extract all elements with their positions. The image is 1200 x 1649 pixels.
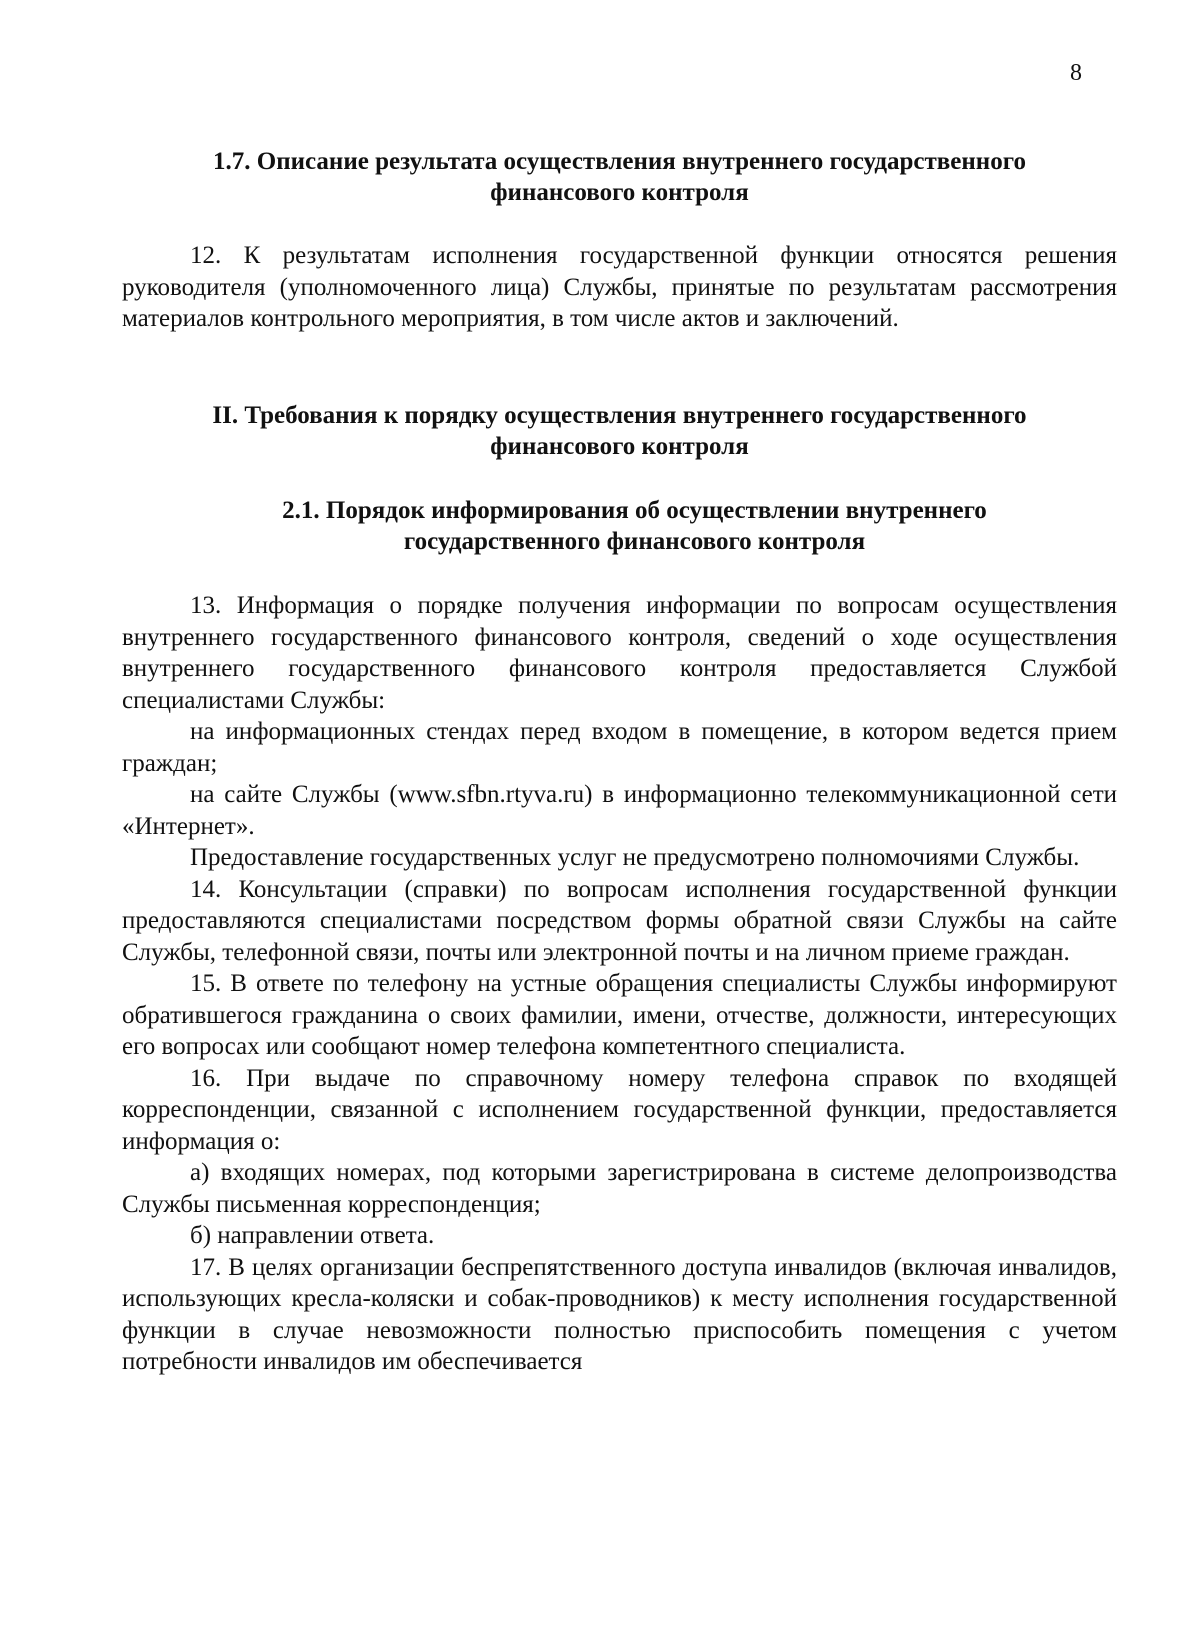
section-heading-II-line2: финансового контроля: [490, 433, 749, 460]
section-heading-1-7-line2: финансового контроля: [490, 179, 749, 206]
paragraph-15: 15. В ответе по телефону на устные обращения специалисты Службы информируют обратившегося гражданина о своих фамилии, имени, отчестве, должности, интересующих его вопросах или сообщают номер телефона компетентного специалиста.: [122, 970, 1117, 1060]
paragraph-website: на сайте Службы (www.sfbn.rtyva.ru) в информационно телекоммуникационной сети «Интернет».: [122, 781, 1117, 840]
section-heading-II-line1: II. Требования к порядку осуществления внутреннего государственного: [212, 402, 1027, 429]
paragraph-14: 14. Консультации (справки) по вопросам исполнения государственной функции предоставляются специалистами посредством формы обратной связи Службы на сайте Службы, телефонной связи, почты или электронной почты и на личном приеме граждан.: [122, 875, 1117, 966]
section-heading-2-1-line2: государственного финансового контроля: [403, 528, 866, 555]
section-heading-1-7: [122, 146, 1117, 208]
page-number: 8: [1070, 60, 1082, 86]
paragraph-13: 13. Информация о порядке получения информации по вопросам осуществления внутреннего государственного финансового контроля, сведений о ходе осуществления внутреннего государственного финансового контроля предоставляется Службой специалистами Службы:: [122, 592, 1117, 714]
section-heading-2-1-line1: 2.1. Порядок информирования об осуществлении внутреннего: [282, 497, 987, 524]
section-heading-2-1: [122, 495, 1117, 557]
paragraph-16-a: а) входящих номерах, под которыми зарегистрирована в системе делопроизводства Службы письменная корреспонденция;: [122, 1159, 1117, 1218]
section-heading-1-7-line1: 1.7. Описание результата осуществления внутреннего государственного: [213, 148, 1026, 175]
paragraph-no-services: Предоставление государственных услуг не предусмотрено полномочиями Службы.: [190, 844, 1080, 871]
paragraph-16: 16. При выдаче по справочному номеру телефона справок по входящей корреспонденции, связанной с исполнением государственной функции, предоставляется информация о:: [122, 1064, 1117, 1155]
main-body-text: [122, 590, 1117, 1378]
section-heading-II: [122, 400, 1117, 462]
paragraph-16-b: б) направлении ответа.: [190, 1222, 435, 1249]
paragraph-info-stands: на информационных стендах перед входом в помещение, в котором ведется прием граждан;: [122, 718, 1117, 777]
paragraph-12: 12. К результатам исполнения государственной функции относятся решения руководителя (уполномоченного лица) Службы, принятые по результатам рассмотрения материалов контрольного мероприятия, в том числе актов и заключений.: [122, 242, 1117, 332]
paragraph-17: 17. В целях организации беспрепятственного доступа инвалидов (включая инвалидов, использующих кресла-коляски и собак-проводников) к месту исполнения государственной функции в случае невозможности полностью приспособить помещения с учетом потребности инвалидов им обеспечивается: [122, 1253, 1117, 1375]
